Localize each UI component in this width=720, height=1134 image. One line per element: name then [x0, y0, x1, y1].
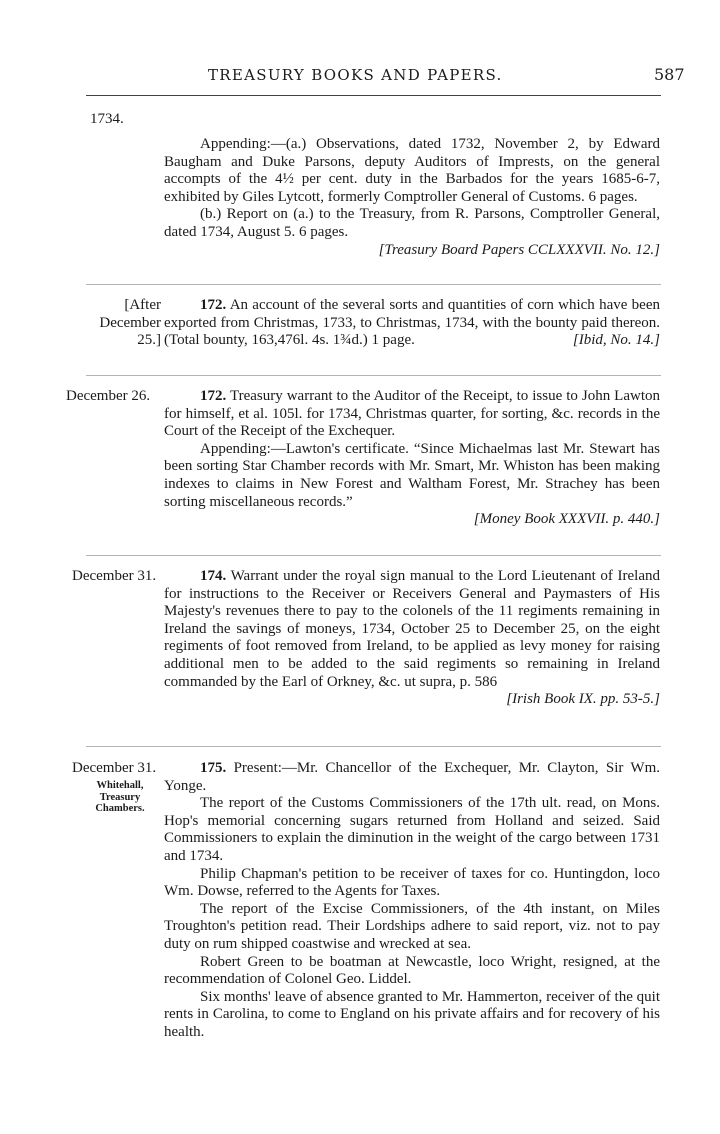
page-number: 587: [654, 65, 685, 84]
entry-body: [164, 388, 660, 529]
citation: [Ibid, No. 14.]: [572, 332, 660, 349]
margin-place: Whitehall, Treasury Chambers.: [95, 780, 145, 814]
margin-date: [After December 25.]: [99, 297, 161, 349]
section-divider: [86, 284, 661, 285]
citation: [Treasury Board Papers CCLXXXVII. No. 12.]: [378, 241, 660, 258]
margin-date: December 31.: [72, 568, 157, 584]
paragraph: Appending:—Lawton's certificate. “Since Michaelmas last Mr. Stewart has been sorting Star Chamber records with Mr. Smart, Mr. Whiston has been making indexes to claims in New Forest and Waltham Forest, Mr. Strachey has been sorting miscellaneous records.”: [164, 440, 660, 510]
paragraph: Robert Green to be boatman at Newcastle, loco Wright, resigned, at the recommendation of Colonel Geo. Liddel.: [164, 953, 660, 988]
entry-text: Present:—Mr. Chancellor of the Exchequer, Mr. Clayton, Sir Wm. Yonge.: [164, 760, 660, 794]
entry-number: 175.: [200, 760, 227, 776]
entry-body: [164, 568, 660, 709]
paragraph: Appending:—(a.) Observations, dated 1732, November 2, by Edward Baugham and Duke Parsons, deputy Auditors of Imprests, on the general accompts of the 4½ per cent. duty in the Barbados for the years 1685-6-7, exhibited by Giles Lytcott, formerly Comptroller General of Customs. 6 pages.: [164, 136, 660, 205]
header-rule: [86, 95, 661, 96]
margin-date: December 26.: [66, 388, 151, 404]
entry-body: [164, 297, 660, 350]
entry-text: Warrant under the royal sign manual to the Lord Lieutenant of Ireland for instructions to the Receiver or Receivers General and Paymasters of His Majesty's revenues there to pay to the colonels of the 11 regiments remaining in Ireland the savings of moneys, 1734, October 25 to December 25, on the eight regiments of foot removed from Ireland, to be applied as levy money for raising additional men to be added to the said regiments so remaining in Ireland commanded by the Earl of Orkney, &c. ut supra, p. 586: [164, 568, 660, 690]
entry-number: 172.: [200, 297, 227, 313]
paragraph: (b.) Report on (a.) to the Treasury, from R. Parsons, Comptroller General, dated 1734, August 5. 6 pages.: [164, 206, 660, 240]
entry-body: [164, 760, 660, 1042]
citation: [Irish Book IX. pp. 53-5.]: [506, 691, 660, 708]
section-divider: [86, 555, 661, 556]
paragraph: Philip Chapman's petition to be receiver of taxes for co. Huntingdon, loco Wm. Dowse, referred to the Agents for Taxes.: [164, 865, 660, 900]
entry-number: 174.: [200, 568, 227, 584]
margin-date: 1734.: [90, 111, 124, 127]
margin-date: December 31.: [72, 760, 157, 776]
entry-text: Treasury warrant to the Auditor of the Receipt, to issue to John Lawton for himself, et al. 105l. for 1734, Christmas quarter, for sorting, &c. records in the Court of the Receipt of the Exchequer.: [164, 388, 660, 440]
paragraph: The report of the Excise Commissioners, of the 4th instant, on Miles Troughton's petition read. Their Lordships adhere to said report, viz. not to pay duty on rum shipped coastwise and wrecked at sea.: [164, 900, 660, 952]
citation: [Money Book XXXVII. p. 440.]: [473, 511, 660, 528]
paragraph: Six months' leave of absence granted to Mr. Hammerton, receiver of the quit rents in Carolina, to come to England on his private affairs and for recovery of his health.: [164, 988, 660, 1040]
section-divider: [86, 746, 661, 747]
entry-text: An account of the several sorts and quantities of corn which have been exported from Christmas, 1733, to Christmas, 1734, with the bounty paid thereon. (Total bounty, 163,476l. 4s. 1¾d.) 1 page.: [164, 297, 660, 349]
running-head: [0, 66, 720, 90]
section-divider: [86, 375, 661, 376]
entry-number: 172.: [200, 388, 227, 404]
running-title: TREASURY BOOKS AND PAPERS.: [208, 66, 503, 84]
entry-body: [164, 136, 660, 259]
paragraph: The report of the Customs Commissioners of the 17th ult. read, on Mons. Hop's memorial concerning sugars returned from Holland and seized. Said Commissioners to explain the diminution in the weight of the cargo between 1731 and 1734.: [164, 795, 660, 864]
